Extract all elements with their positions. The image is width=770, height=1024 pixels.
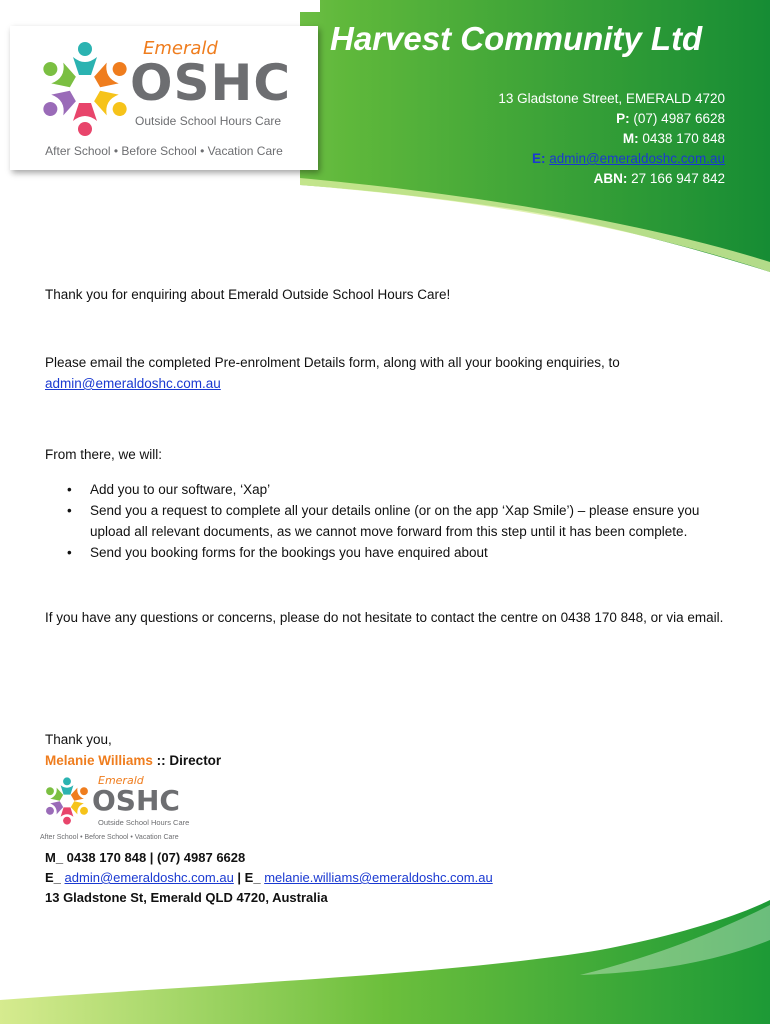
closing-paragraph: If you have any questions or concerns, please do not hesitate to contact the centre on 0438 170 848, or via email. [45, 610, 724, 625]
list-item: • Add you to our software, ‘Xap’ [45, 479, 725, 500]
header-phone-line [498, 109, 725, 129]
header-contact-block [498, 89, 725, 189]
header-mobile: 0438 170 848 [642, 131, 725, 146]
list-item: • Send you booking forms for the bookings you have enquired about [45, 542, 725, 563]
header-address: 13 Gladstone Street, EMERALD 4720 [498, 91, 725, 106]
logo-emerald-text: Emerald [143, 38, 218, 59]
footer-address: 13 Gladstone St, Emerald QLD 4720, Australia [45, 890, 328, 905]
signature-separator: :: [152, 753, 170, 768]
small-logo-emerald: Emerald [98, 774, 144, 787]
org-title: Harvest Community Ltd [330, 20, 703, 57]
mobile-label: M: [622, 131, 639, 146]
abn-label: ABN: [593, 171, 628, 186]
header-email-link[interactable]: admin@emeraldoshc.com.au [549, 151, 725, 166]
greeting: Thank you for enquiring about Emerald Outside School Hours Care! [45, 287, 451, 302]
signature-thanks: Thank you, [45, 732, 112, 747]
footer-email-admin-link[interactable]: admin@emeraldoshc.com.au [64, 870, 234, 885]
instruction-paragraph [45, 352, 725, 394]
steps-list [45, 479, 725, 563]
footer-email-prefix: E_ [45, 870, 61, 885]
signature-name: Melanie Williams [45, 753, 153, 768]
logo-subtitle: Outside School Hours Care [135, 114, 282, 128]
signature-logo [40, 774, 200, 844]
footer-email-melanie-link[interactable]: melanie.williams@emeraldoshc.com.au [264, 870, 493, 885]
small-logo-tagline: After School • Before School • Vacation Care [40, 834, 179, 841]
children-circle-small-icon [40, 774, 94, 828]
logo-tagline: After School • Before School • Vacation Care [45, 144, 283, 158]
footer-phones: M_ 0438 170 848 | (07) 4987 6628 [45, 850, 246, 865]
signature-block [45, 729, 725, 771]
logo-card [10, 26, 318, 170]
header-abn-line [498, 169, 725, 189]
header-phone: (07) 4987 6628 [633, 111, 725, 126]
signature-role: Director [169, 753, 222, 768]
signature-line [45, 750, 725, 771]
child-figure-teal [73, 42, 97, 75]
phone-label: P: [616, 111, 630, 126]
list-item: • Send you a request to complete all your details online (or on the app ‘Xap Smile’) – please ensure you upload all relevant documents, as we cannot move forward from this step until it has been complete. [45, 500, 725, 542]
small-logo-oshc: OSHC [92, 784, 180, 817]
instruction-text: Please email the completed Pre-enrolment Details form, along with all your booking enquiries, to [45, 355, 620, 370]
header-mobile-line [498, 129, 725, 149]
children-circle-icon [30, 34, 140, 144]
steps-intro: From there, we will: [45, 447, 163, 462]
header-email-line [498, 149, 725, 169]
small-logo-subtitle: Outside School Hours Care [98, 818, 190, 827]
email-label: E: [531, 151, 546, 166]
footer-email-separator: | E_ [233, 870, 265, 885]
footer-contacts [45, 848, 493, 908]
header-abn: 27 166 947 842 [631, 171, 725, 186]
logo-oshc-text: OSHC [130, 54, 292, 112]
instruction-email-link[interactable]: admin@emeraldoshc.com.au [45, 376, 221, 391]
footer-emails [45, 868, 493, 888]
